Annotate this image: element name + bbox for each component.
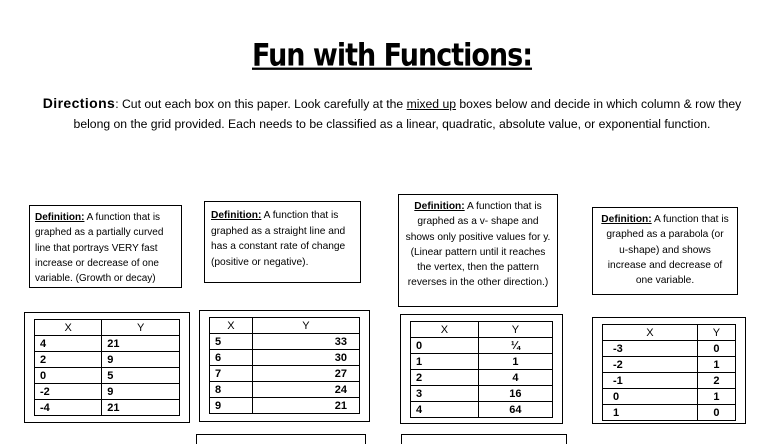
table-row [35,368,180,384]
x-cell: 2 [35,352,102,368]
x-cell: 0 [35,368,102,384]
directions-paragraph [28,94,756,134]
table-row [603,357,736,373]
x-cell: 8 [210,382,253,398]
y-cell: 21 [102,336,180,352]
table-row [35,336,180,352]
definition-text: A function that is graphed as a v- shape and shows only positive values for y. (Linear pattern until it reaches the vertex, then the pattern reverses in the other direction.) [405,201,551,289]
y-cell: 30 [252,350,359,366]
table-row [411,354,553,370]
table-row [411,370,553,386]
y-cell: 1 [478,354,552,370]
y-cell: 16 [478,386,552,402]
directions-text-before: : Cut out each box on this paper. Look carefully at the [115,97,407,111]
x-cell: 7 [210,366,253,382]
x-cell: 2 [411,370,479,386]
y-cell: 64 [478,402,552,418]
y-cell: 9 [102,352,180,368]
directions-text-after: boxes below and decide in which column & row they belong on the grid provided. Each needs to be classified as a linear, quadratic, absolute value, or exponential function. [73,97,742,131]
directions-underlined: mixed up [406,97,457,111]
directions-lead: Directions [42,95,116,111]
x-cell: -4 [35,400,102,416]
y-cell: 0 [697,341,735,357]
cut-out-box-partial [401,434,567,444]
definition-card-absolute-value [398,194,558,307]
definition-text: A function that is graphed as a parabola (or u-shape) and shows increase and decrease of one variable. [606,214,729,287]
column-header-x: X [411,322,479,338]
table-row [210,366,360,382]
xy-table-card-3 [400,314,563,424]
x-cell: -2 [603,357,698,373]
table-row [35,352,180,368]
table-row [603,405,736,421]
x-cell: 9 [210,398,253,414]
column-header-y: Y [102,320,180,336]
xy-table [602,324,736,421]
xy-table-card-4 [592,317,746,424]
definition-label: Definition: [211,210,262,221]
column-header-y: Y [252,318,359,334]
definition-card-exponential [29,205,182,288]
y-cell: 1 [697,357,735,373]
table-row [35,384,180,400]
definition-label: Definition: [601,214,652,225]
y-cell: 27 [252,366,359,382]
x-cell: 6 [210,350,253,366]
xy-table [410,321,553,418]
x-cell: 0 [411,338,479,354]
x-cell: 5 [210,334,253,350]
xy-table [209,317,360,414]
y-cell: 21 [252,398,359,414]
definition-card-linear [204,201,361,283]
definition-text: A function that is graphed as a straight line and has a constant rate of change (positive or negative). [211,210,346,268]
x-cell: 4 [411,402,479,418]
y-cell: 4 [478,370,552,386]
definition-label: Definition: [35,212,85,223]
column-header-x: X [603,325,698,341]
x-cell: -2 [35,384,102,400]
y-cell: 1 [697,389,735,405]
definition-card-quadratic [592,207,738,295]
y-cell: 24 [252,382,359,398]
y-cell: 5 [102,368,180,384]
xy-table-card-2 [199,310,370,422]
x-cell: 3 [411,386,479,402]
table-row [411,338,553,354]
x-cell: 1 [411,354,479,370]
y-cell: 2 [697,373,735,389]
table-row [210,398,360,414]
table-row [411,402,553,418]
column-header-x: X [210,318,253,334]
table-row [411,386,553,402]
y-cell: 21 [102,400,180,416]
table-row [603,373,736,389]
definition-label: Definition: [414,201,465,212]
column-header-x: X [35,320,102,336]
definition-text: A function that is graphed as a partially curved line that portrays VERY fast increase or decrease of one variable. (Growth or decay) [35,212,164,285]
table-row [603,389,736,405]
y-cell: 9 [102,384,180,400]
x-cell: 1 [603,405,698,421]
table-row [210,350,360,366]
table-row [210,382,360,398]
xy-table [34,319,180,416]
x-cell: 4 [35,336,102,352]
column-header-y: Y [478,322,552,338]
table-row [35,400,180,416]
y-cell: 0 [697,405,735,421]
y-cell: ¼ [478,338,552,354]
x-cell: -3 [603,341,698,357]
xy-table-card-1 [24,312,190,423]
table-row [210,334,360,350]
x-cell: -1 [603,373,698,389]
table-row [603,341,736,357]
column-header-y: Y [697,325,735,341]
y-cell: 33 [252,334,359,350]
x-cell: 0 [603,389,698,405]
cut-out-box-partial [196,434,366,444]
page-title: Fun with Functions: [251,37,533,74]
